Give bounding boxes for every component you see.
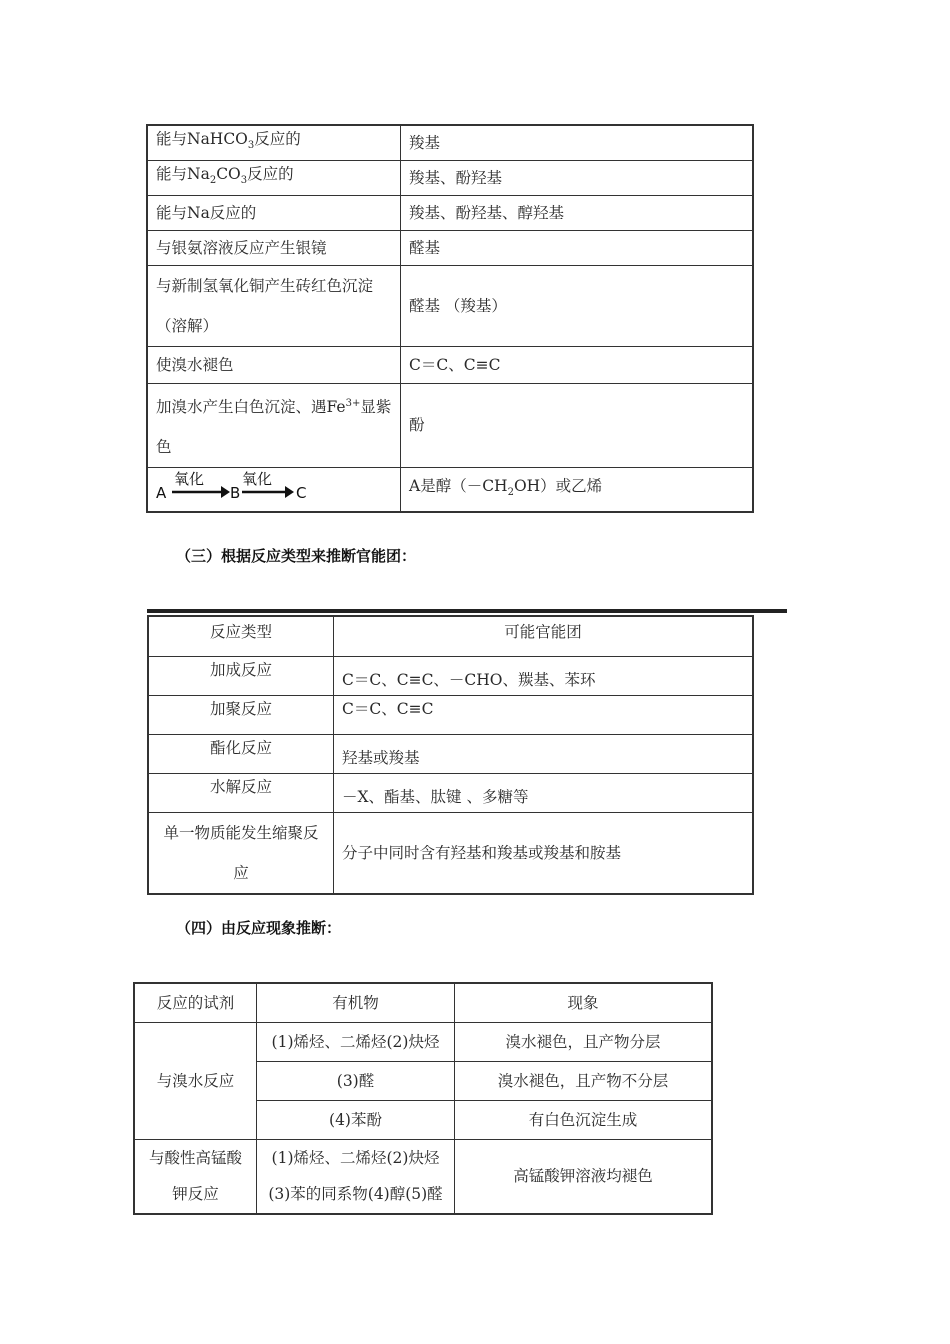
reagent-text: 反应的 — [254, 130, 301, 149]
phenomenon-table — [133, 982, 713, 1215]
phenomenon-cell: 高锰酸钾溶液均褪色 — [455, 1139, 713, 1214]
arrow-label-2: 氧化 — [242, 469, 273, 488]
reagent-cell: 能与Na反应的 — [147, 195, 401, 230]
subscript: 2 — [507, 486, 514, 498]
type-cell: 加成反应 — [148, 656, 334, 695]
phenomenon-cell: 有白色沉淀生成 — [455, 1100, 713, 1139]
group-cell: 醛基 （羧基） — [401, 265, 754, 346]
reagent-text: CO — [216, 164, 241, 183]
table-row — [147, 125, 753, 160]
reaction-type-table — [147, 615, 754, 895]
groups-cell: 羟基或羧基 — [334, 734, 754, 773]
header-cell: 可能官能团 — [334, 616, 754, 656]
group-cell: 羧基、酚羟基 — [401, 160, 754, 195]
table-row — [134, 1139, 712, 1214]
table-row — [147, 383, 753, 467]
groups-cell: －X、酯基、肽键 、多糖等 — [334, 773, 754, 812]
table-row — [134, 1022, 712, 1061]
section-heading: （三）根据反应类型来推断官能团： — [176, 547, 417, 565]
table-row — [148, 656, 753, 695]
table-top-rule — [147, 609, 787, 613]
type-cell: 酯化反应 — [148, 734, 334, 773]
table-row — [148, 734, 753, 773]
subscript: 2 — [209, 175, 217, 187]
group-cell: C＝C、C≡C — [401, 346, 754, 383]
table-row — [148, 773, 753, 812]
reagent-cell: 与新制氢氧化铜产生砖红色沉淀（溶解） — [147, 265, 401, 346]
phenomenon-cell: 溴水褪色，且产物不分层 — [455, 1061, 713, 1100]
reagent-text: 能与Na — [156, 164, 210, 183]
type-cell: 单一物质能发生缩聚反应 — [148, 812, 334, 894]
reagent-cell — [147, 125, 401, 160]
organic-cell: (3)醛 — [257, 1061, 455, 1100]
arrow-label-1: 氧化 — [174, 469, 205, 488]
table-row — [147, 346, 753, 383]
reagent-text: 反应的 — [247, 164, 294, 183]
arrow-right-icon — [242, 482, 294, 500]
table-header-row — [148, 616, 753, 656]
group-text: A是醇（－CH — [409, 476, 508, 495]
group-cell: 酚 — [401, 383, 754, 467]
reagent-cell — [147, 467, 401, 512]
table-row — [148, 812, 753, 894]
subscript: 3 — [247, 140, 255, 152]
reagent-cell — [147, 383, 401, 467]
group-cell: 羧基、酚羟基、醇羟基 — [401, 195, 754, 230]
reagent-text: 加溴水产生白色沉淀、遇Fe — [156, 397, 346, 416]
header-cell: 反应类型 — [148, 616, 334, 656]
table-row — [147, 230, 753, 265]
table-header-row — [134, 983, 712, 1022]
organic-cell: (4)苯酚 — [257, 1100, 455, 1139]
organic-cell: (1)烯烃、二烯烃(2)炔烃(3)苯的同系物(4)醇(5)醛 — [257, 1139, 455, 1214]
table-row — [147, 467, 753, 512]
arrow-right-icon — [172, 482, 230, 500]
phenomenon-cell: 溴水褪色，且产物分层 — [455, 1022, 713, 1061]
table-row — [147, 265, 753, 346]
header-cell: 有机物 — [257, 983, 455, 1022]
compound-b-label: B — [230, 483, 241, 502]
table-row — [147, 195, 753, 230]
functional-group-table — [146, 124, 754, 513]
reagent-text: 显紫色 — [156, 397, 392, 456]
section-heading: （四）由反应现象推断： — [176, 919, 342, 937]
table-row — [147, 160, 753, 195]
group-text: OH）或乙烯 — [513, 476, 603, 495]
groups-cell: C＝C、C≡C、－CHO、羰基、苯环 — [334, 656, 754, 695]
header-cell: 反应的试剂 — [134, 983, 257, 1022]
table-row — [148, 695, 753, 734]
organic-cell: (1)烯烃、二烯烃(2)炔烃 — [257, 1022, 455, 1061]
oxidation-diagram — [152, 468, 396, 511]
reagent-cell: 与酸性高锰酸钾反应 — [134, 1139, 257, 1214]
header-cell: 现象 — [455, 983, 713, 1022]
groups-cell: C＝C、C≡C — [334, 695, 754, 734]
type-cell: 加聚反应 — [148, 695, 334, 734]
group-cell — [401, 467, 754, 512]
compound-a-label: A — [156, 483, 167, 502]
reagent-cell: 与溴水反应 — [134, 1022, 257, 1139]
subscript: 3 — [240, 175, 248, 187]
group-cell: 醛基 — [401, 230, 754, 265]
groups-cell: 分子中同时含有羟基和羧基或羧基和胺基 — [334, 812, 754, 894]
group-cell: 羧基 — [401, 125, 754, 160]
reagent-cell — [147, 160, 401, 195]
reagent-text: 能与NaHCO — [156, 130, 248, 149]
reagent-cell: 使溴水褪色 — [147, 346, 401, 383]
reagent-cell: 与银氨溶液反应产生银镜 — [147, 230, 401, 265]
superscript: 3+ — [345, 397, 361, 409]
compound-c-label: C — [296, 483, 307, 502]
type-cell: 水解反应 — [148, 773, 334, 812]
